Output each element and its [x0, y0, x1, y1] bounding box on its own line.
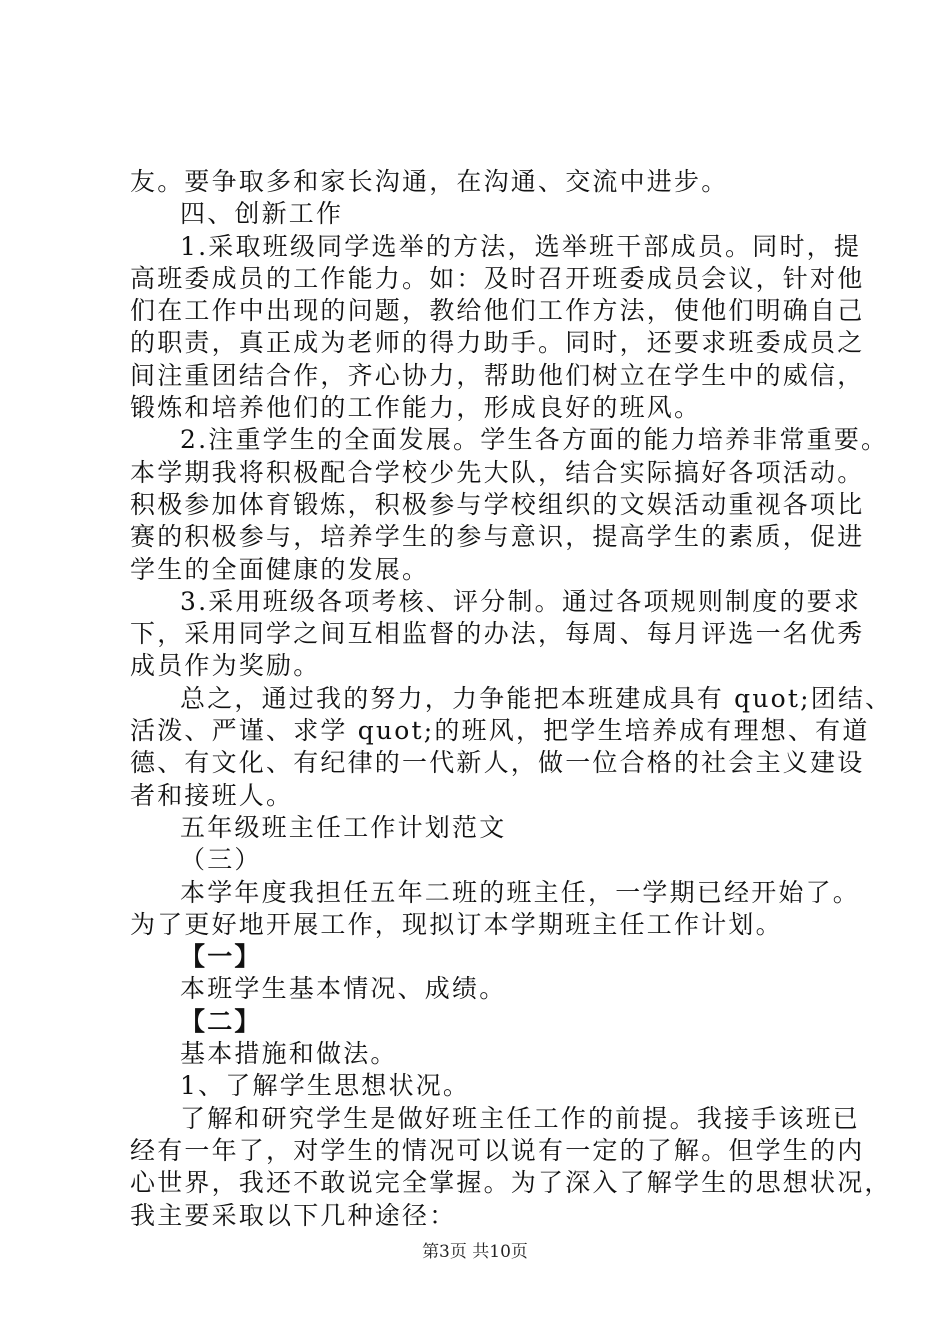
- text-line: 1.采取班级同学选举的方法，选举班干部成员。同时，提: [180, 231, 862, 261]
- text-line: 本班学生基本情况、成绩。: [180, 974, 507, 1004]
- text-line: 友。要争取多和家长沟通，在沟通、交流中进步。: [130, 167, 729, 196]
- text-line: 活泼、严谨、求学 quot;的班风，把学生培养成有理想、有道: [130, 716, 870, 746]
- text-line: 赛的积极参与，培养学生的参与意识，提高学生的素质，促进: [130, 522, 865, 552]
- text-line: 学生的全面健康的发展。: [130, 554, 430, 584]
- text-line: 了解和研究学生是做好班主任工作的前提。我接手该班已: [180, 1103, 861, 1133]
- text-line: （三）: [180, 845, 262, 875]
- text-line: 基本措施和做法。: [180, 1039, 398, 1069]
- text-line: 3.采用班级各项考核、评分制。通过各项规则制度的要求: [180, 586, 862, 616]
- text-line: 【二】: [180, 1006, 262, 1036]
- text-line: 锻炼和培养他们的工作能力，形成良好的班风。: [130, 393, 702, 423]
- text-line: 的职责，真正成为老师的得力助手。同时，还要求班委成员之: [130, 328, 865, 358]
- text-line: 成员作为奖励。: [130, 651, 321, 681]
- text-line: 总之，通过我的努力，力争能把本班建成具有 quot;团结、: [180, 683, 893, 713]
- text-line: 德、有文化、有纪律的一代新人，做一位合格的社会主义建设: [130, 748, 865, 778]
- text-line: 间注重团结合作，齐心协力，帮助他们树立在学生中的威信，: [130, 360, 865, 390]
- text-line: 本学年度我担任五年二班的班主任，一学期已经开始了。: [180, 877, 861, 907]
- text-line: 1、了解学生思想状况。: [180, 1071, 471, 1101]
- text-line: 积极参加体育锻炼，积极参与学校组织的文娱活动重视各项比: [130, 489, 865, 519]
- document-body: [130, 166, 893, 1232]
- text-line: 经有一年了，对学生的情况可以说有一定的了解。但学生的内: [130, 1135, 865, 1165]
- text-line: 下，采用同学之间互相监督的办法，每周、每月评选一名优秀: [130, 619, 865, 649]
- text-line: 们在工作中出现的问题，教给他们工作方法，使他们明确自己: [130, 296, 865, 326]
- text-line: 四、创新工作: [180, 199, 344, 229]
- text-line: 【一】: [180, 942, 262, 972]
- text-line: 者和接班人。: [130, 780, 294, 810]
- text-line: 为了更好地开展工作，现拟订本学期班主任工作计划。: [130, 909, 783, 939]
- page-footer: 第3页 共10页: [422, 1242, 528, 1262]
- text-line: 2.注重学生的全面发展。学生各方面的能力培养非常重要。: [180, 425, 889, 455]
- text-line: 高班委成员的工作能力。如：及时召开班委成员会议，针对他: [130, 263, 865, 293]
- text-line: 心世界，我还不敢说完全掌握。为了深入了解学生的思想状况，: [130, 1168, 892, 1198]
- text-line: 五年级班主任工作计划范文: [180, 812, 507, 842]
- text-line: 本学期我将积极配合学校少先大队，结合实际搞好各项活动。: [130, 457, 865, 487]
- text-line: 我主要采取以下几种途径：: [130, 1200, 457, 1230]
